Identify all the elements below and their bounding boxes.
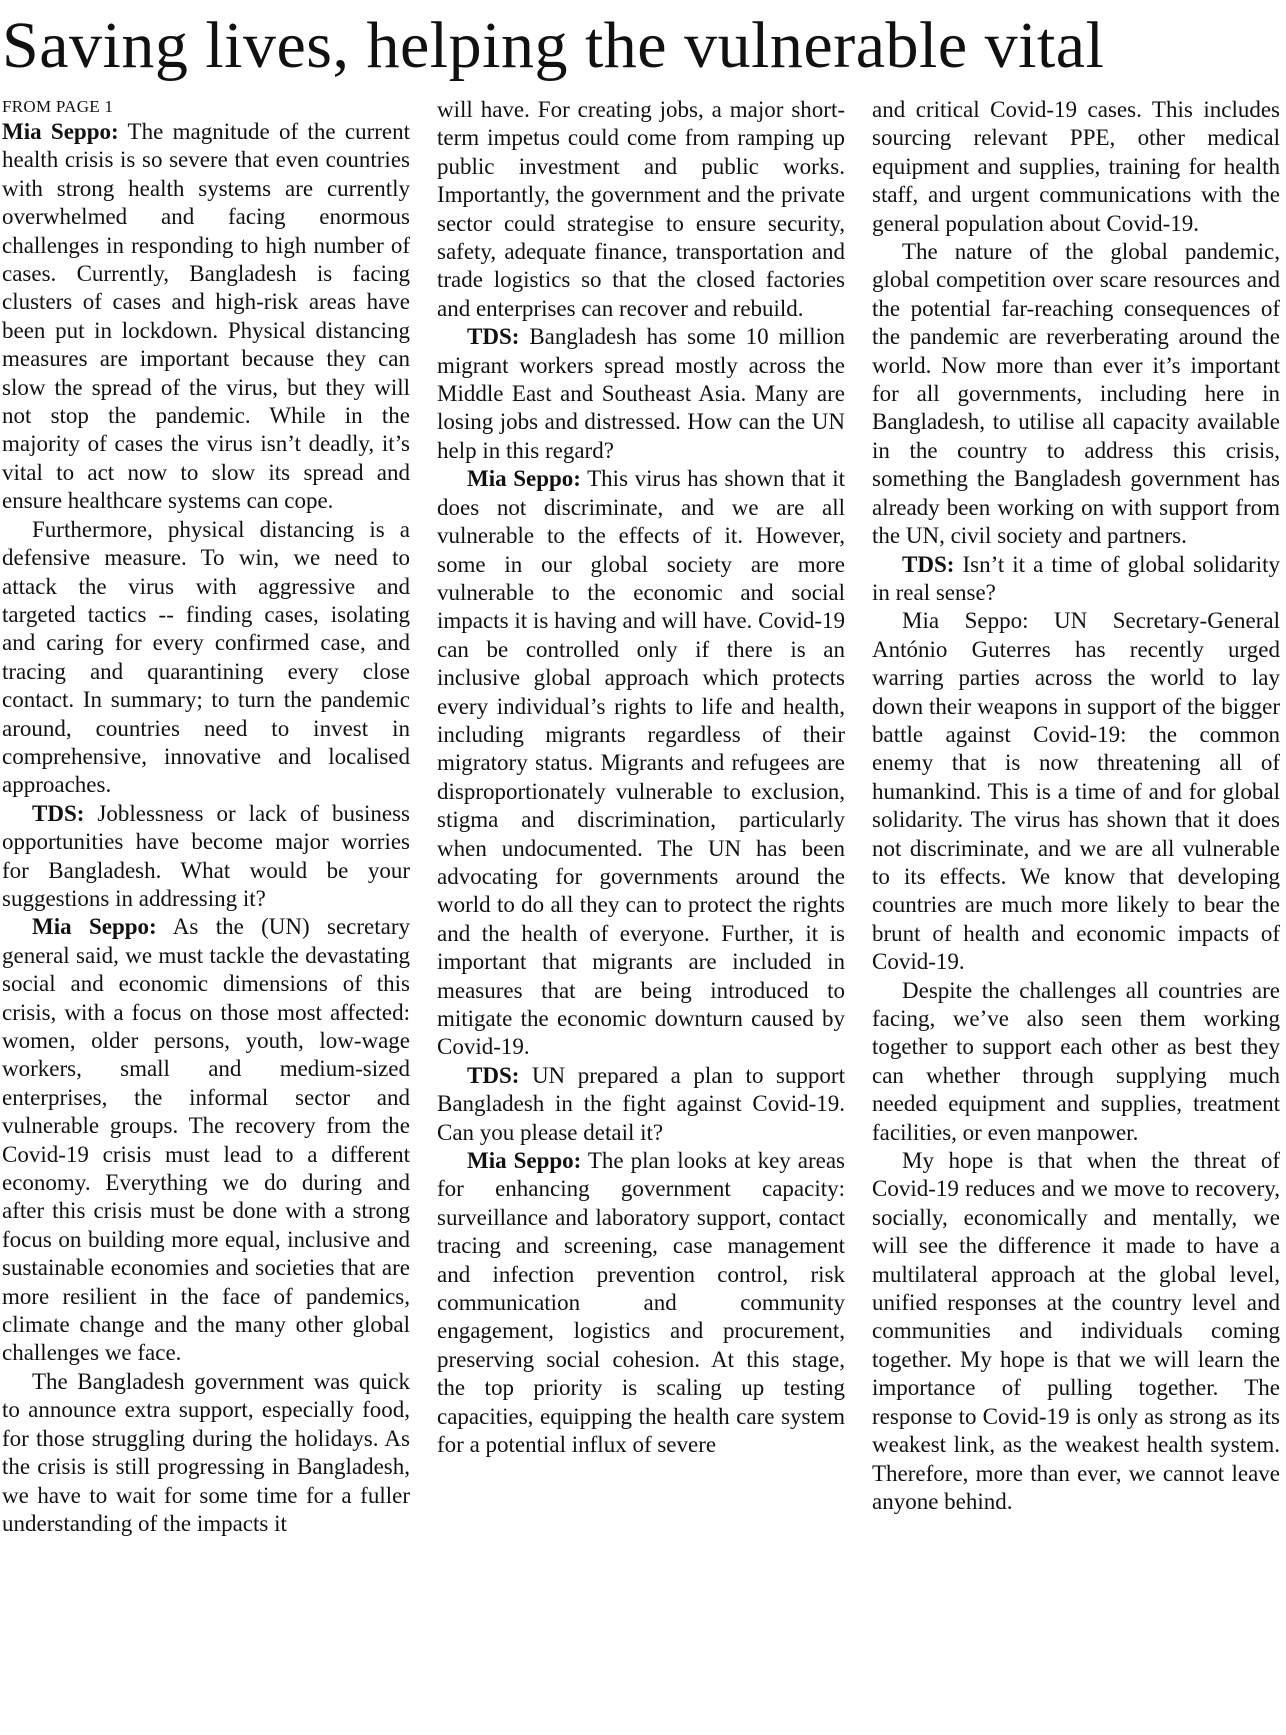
article-paragraph xyxy=(872,607,1280,976)
paragraph-text: Furthermore, physical distancing is a defensive measure. To win, we need to attack the virus with aggressive and targeted tactics -- finding cases, isolating and caring for every confirmed case, and tracing and quarantining every close contact. In summary; to turn the pandemic around, countries need to invest in comprehensive, innovative and localised approaches. xyxy=(2,516,410,798)
paragraph-text: Mia Seppo: UN Secretary-General António Guterres has recently urged warring parties across the world to lay down their weapons in support of the bigger battle against Covid-19: the common enemy that is now threatening all of humankind. This is a time of and for global solidarity. The virus has shown that it does not discriminate, and we are all vulnerable to its effects. We know that developing countries are much more likely to bear the brunt of health and economic impacts of Covid-19. xyxy=(872,608,1280,975)
paragraph-text: will have. For creating jobs, a major short-term impetus could come from ramping up public investment and public works. Importantly, the government and the private sector could strategise to ensure security, safety, adequate finance, transportation and trade logistics so that the closed factories and enterprises can recover and rebuild. xyxy=(437,97,845,321)
paragraph-text: The magnitude of the current health crisis is so severe that even countries with strong health systems are currently overwhelmed and facing enormous challenges in responding to high number of cases. Currently, Bangladesh is facing clusters of cases and high-risk areas have been put in lockdown. Physical distancing measures are important because they can slow the spread of the virus, but they will not stop the pandemic. While in the majority of cases the virus isn’t deadly, it’s vital to act now to slow its spread and ensure healthcare systems can cope. xyxy=(2,119,410,514)
article-columns xyxy=(2,96,1280,1538)
article-paragraph xyxy=(2,1368,410,1538)
column-1 xyxy=(2,96,410,1538)
article-paragraph xyxy=(872,551,1280,608)
article-paragraph xyxy=(437,1062,845,1147)
article-paragraph xyxy=(2,913,410,1368)
article-paragraph xyxy=(2,118,410,516)
article-paragraph xyxy=(872,1147,1280,1516)
speaker-label: Mia Seppo: xyxy=(467,1148,582,1174)
column-2 xyxy=(437,96,845,1538)
article-paragraph xyxy=(872,96,1280,238)
speaker-label: TDS: xyxy=(467,324,520,350)
speaker-label: Mia Seppo: xyxy=(467,466,581,492)
article-paragraph xyxy=(2,516,410,800)
paragraph-text: Joblessness or lack of business opportunities have become major worries for Bangladesh. What would be your suggestions in addressing it? xyxy=(2,800,410,911)
paragraph-text: The nature of the global pandemic, global competition over scare resources and the potential far-reaching consequences of the pandemic are reverberating around the world. Now more than ever it’s important for all governments, including here in Bangladesh, to utilise all capacity available in the country to address this crisis, something the Bangladesh government has already been working on with support from the UN, civil society and partners. xyxy=(872,239,1280,549)
speaker-label: Mia Seppo: xyxy=(32,914,157,940)
article-paragraph xyxy=(872,977,1280,1147)
paragraph-text: Isn’t it a time of global solidarity in real sense? xyxy=(872,551,1280,605)
article-paragraph xyxy=(872,238,1280,550)
paragraph-text: Despite the challenges all countries are facing, we’ve also seen them working together to support each other as best they can whether through supplying much needed equipment and supplies, treatment facilities, or even manpower. xyxy=(872,977,1280,1145)
article-paragraph xyxy=(437,96,845,323)
article-paragraph xyxy=(2,800,410,914)
article-paragraph xyxy=(437,1147,845,1459)
article-paragraph xyxy=(437,323,845,465)
paragraph-text: As the (UN) secretary general said, we must tackle the devastating social and economic dimensions of this crisis, with a focus on those most affected: women, older persons, youth, low-wage workers, small and medium-sized enterprises, the informal sector and vulnerable groups. The recovery from the Covid-19 crisis must lead to a different economy. Everything we do during and after this crisis must be done with a strong focus on building more equal, inclusive and sustainable economies and societies that are more resilient in the face of pandemics, climate change and the many other global challenges we face. xyxy=(2,914,411,1366)
paragraph-text: My hope is that when the threat of Covid-19 reduces and we move to recovery, socially, economically and mentally, we will see the difference it made to have a multilateral approach at the global level, unified responses at the country level and communities and individuals coming together. My hope is that we will learn the importance of pulling together. The response to Covid-19 is only as strong as its weakest link, as the weakest health system. Therefore, more than ever, we cannot leave anyone behind. xyxy=(872,1148,1280,1514)
paragraph-text: The plan looks at key areas for enhancing government capacity: surveillance and laboratory support, contact tracing and screening, case management and infection prevention control, risk communication and community engagement, logistics and procurement, preserving social cohesion. At this stage, the top priority is scaling up testing capacities, equipping the health care system for a potential influx of severe xyxy=(437,1148,846,1458)
headline: Saving lives, helping the vulnerable vital xyxy=(2,9,1105,82)
speaker-label: TDS: xyxy=(32,800,85,826)
paragraph-text: Bangladesh has some 10 million migrant workers spread mostly across the Middle East and Southeast Asia. Many are losing jobs and distressed. How can the UN help in this regard? xyxy=(437,324,845,463)
paragraph-text: The Bangladesh government was quick to announce extra support, especially food, for those struggling during the holidays. As the crisis is still progressing in Bangladesh, we have to wait for some time for a fuller understanding of the impacts it xyxy=(2,1368,410,1536)
speaker-label: Mia Seppo: xyxy=(2,119,119,144)
article-paragraph xyxy=(437,465,845,1062)
speaker-label: TDS: xyxy=(467,1062,520,1088)
from-page-label: FROM PAGE 1 xyxy=(2,97,114,116)
paragraph-text: This virus has shown that it does not discriminate, and we are all vulnerable to the effects of it. However, some in our global society are more vulnerable to the economic and social impacts it is having and will have. Covid-19 can be controlled only if there is an inclusive global approach which protects every individual’s rights to life and health, including migrants regardless of their migratory status. Migrants and refugees are disproportionately vulnerable to exclusion, stigma and discrimination, particularly when undocumented. The UN has been advocating for governments around the world to do all they can to protect the rights and the health of everyone. Further, it is important that migrants are included in measures that are being introduced to mitigate the economic downturn caused by Covid-19. xyxy=(437,466,846,1060)
paragraph-text: and critical Covid-19 cases. This includes sourcing relevant PPE, other medical equipment and supplies, training for health staff, and urgent communications with the general population about Covid-19. xyxy=(872,97,1280,236)
speaker-label: TDS: xyxy=(902,551,955,577)
column-3 xyxy=(872,96,1280,1538)
paragraph-text: UN prepared a plan to support Bangladesh in the fight against Covid-19. Can you please detail it? xyxy=(437,1062,845,1145)
